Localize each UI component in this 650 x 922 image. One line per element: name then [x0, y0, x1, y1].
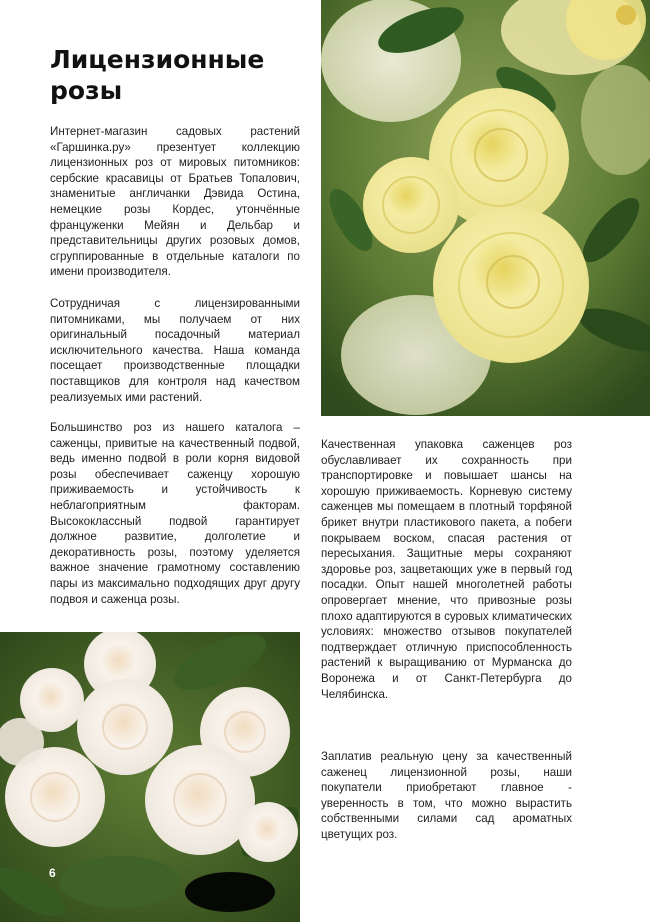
page-title [50, 44, 300, 106]
page-number: 6 [49, 866, 56, 880]
yellow-roses-illustration [321, 0, 650, 416]
title-line-1: Лицензионные [50, 45, 265, 74]
paragraph-intro: Интернет-магазин садовых растений «Гаршинка.ру» презентует коллекцию лицензионных роз от мировых питомников: сербские красавицы от Братьев Топалович, знаменитые англичанки Дэвида Остина, немецкие розы Кордес, утончённые француженки Мейян и Дельбар и представительницы других розовых домов, сгруппированные в отдельные каталоги по имени производителя. [50, 125, 300, 279]
paragraph-nurseries: Сотрудничая с лицензированными питомниками, мы получаем от них оригинальный посадочный материал исключительного качества. Наша команда посещает производственные площадки поставщиков для контроля над качеством реализуемых ими растений. [50, 297, 300, 404]
paragraph-conclusion: Заплатив реальную цену за качественный саженец лицензионной розы, наши покупатели приобретают главное - уверенность в том, что можно вырастить собственными силами сад ароматных цветущих роз. [321, 750, 572, 841]
paragraph-rootstock: Большинство роз из нашего каталога – саженцы, привитые на качественный подвой, ведь именно подвой в роли корня видовой розы обеспечивает саженцу хорошую приживаемость и устойчивость к неблагоприятным факторам. Высококлассный подвой гарантирует должное развитие, долголетие и декоративность розы, поэтому уделяется важное значение грамотному составлению пары из максимально подходящих друг другу подвоя и саженца розы. [50, 421, 300, 606]
paragraph-packaging: Качественная упаковка саженцев роз обуславливает их сохранность при транспортировке и повышает шансы на хорошую приживаемость. Корневую систему саженцев мы помещаем в плотный торфяной брикет внутри пластикового пакета, а побеги покрываем воском, спасая растения от пересыхания. Защитные меры сохраняют здоровье роз, зацветающих уже в первый год посадки. Опыт нашей многолетней работы опровергает мнение, что привозные розы плохо адаптируются в суровых климатических условиях: множество отзывов покупателей подтверждает отличную приспособленность растений к выращиванию от Мурманска до Воронежа и от Санкт-Петербурга до Челябинска. [321, 438, 572, 701]
white-roses-illustration [0, 632, 300, 922]
white-roses-photo [0, 632, 300, 922]
title-line-2: розы [50, 76, 123, 105]
yellow-roses-photo [321, 0, 650, 416]
